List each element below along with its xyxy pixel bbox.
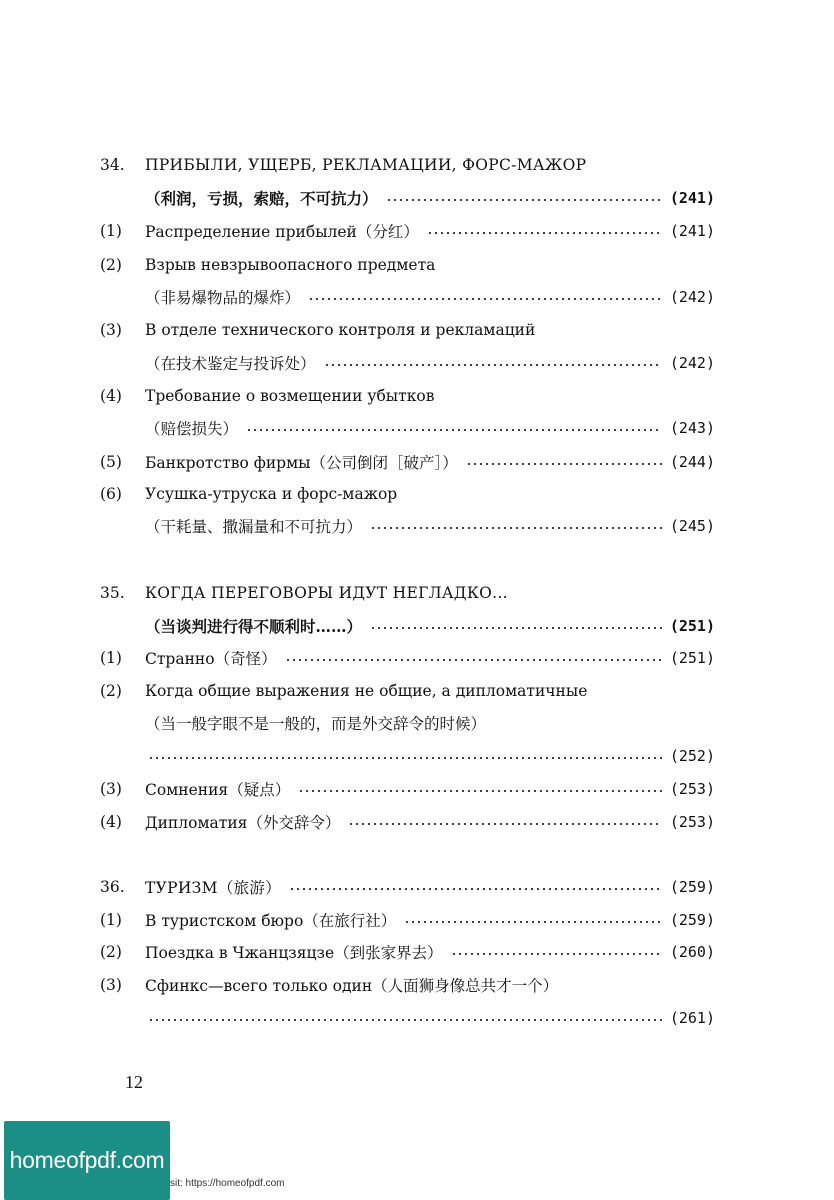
entry-title: （利润，亏损，索赔，不可抗力） xyxy=(145,189,378,208)
entry-title: Сфинкс—всего только один（人面狮身像总共才一个） xyxy=(145,977,559,995)
toc-chapter-34-subtitle xyxy=(145,183,715,213)
entry-title: В отделе технического контроля и рекламаций xyxy=(145,321,536,339)
toc-chapter-36 xyxy=(100,872,715,902)
watermark-badge[interactable] xyxy=(4,1121,170,1200)
entry-title: Усушка-утруска и форс-мажор xyxy=(145,485,398,503)
toc-entry-34-6 xyxy=(100,479,715,509)
entry-number: 34. xyxy=(100,156,125,174)
entry-title: Дипломатия（外交辞令） xyxy=(145,814,341,832)
toc-entry-35-2-cn xyxy=(145,708,715,738)
dot-leader xyxy=(386,198,662,202)
entry-number: (1) xyxy=(100,911,122,929)
entry-title: Когда общие выражения не общие, а дипломатичные xyxy=(145,682,588,700)
entry-page: (253) xyxy=(669,813,715,831)
entry-title: （当谈判进行得不顺利时……） xyxy=(145,617,363,636)
entry-number: (1) xyxy=(100,222,122,240)
entry-page: (251) xyxy=(669,649,715,667)
entry-number: (4) xyxy=(100,813,122,831)
toc-entry-36-3 xyxy=(100,970,715,1000)
dot-leader xyxy=(148,1018,662,1022)
entry-page: (242) xyxy=(669,354,715,372)
toc-entry-34-4 xyxy=(100,381,715,411)
entry-title: Требование о возмещении убытков xyxy=(145,387,435,405)
dot-leader xyxy=(148,756,662,760)
entry-number: (5) xyxy=(100,453,122,471)
page-number: 12 xyxy=(125,1072,143,1092)
visit-link[interactable]: sit: https://homeofpdf.com xyxy=(170,1178,285,1189)
entry-number: (1) xyxy=(100,649,122,667)
dot-leader xyxy=(308,297,662,301)
dot-leader xyxy=(451,952,662,956)
toc-entry-34-2 xyxy=(100,250,715,280)
entry-title: В туристском бюро（在旅行社） xyxy=(145,912,397,930)
entry-number: (2) xyxy=(100,682,122,700)
entry-title: Сомнения（疑点） xyxy=(145,781,291,799)
toc-entry-35-2 xyxy=(100,676,715,706)
watermark-text: homeofpdf.com xyxy=(9,1147,165,1173)
dot-leader xyxy=(427,231,662,235)
toc-entry-35-2-page xyxy=(100,741,715,771)
entry-page: (242) xyxy=(669,288,715,306)
entry-title: ПРИБЫЛИ, УЩЕРБ, РЕКЛАМАЦИИ, ФОРС-МАЖОР xyxy=(145,156,587,174)
entry-page: (245) xyxy=(669,517,715,535)
entry-page: (261) xyxy=(669,1009,715,1027)
entry-number: (4) xyxy=(100,387,122,405)
entry-number: (3) xyxy=(100,976,122,994)
toc-chapter-35 xyxy=(100,578,715,608)
toc-entry-36-2 xyxy=(100,937,715,967)
toc-entry-34-5 xyxy=(100,447,715,477)
entry-page: (260) xyxy=(669,943,715,961)
entry-page: (251) xyxy=(669,617,715,635)
entry-title: Банкротство фирмы（公司倒闭［破产］） xyxy=(145,454,458,472)
entry-number: 36. xyxy=(100,878,125,896)
entry-title: （在技术鉴定与投诉处） xyxy=(145,355,316,373)
dot-leader xyxy=(370,626,662,630)
entry-title: Странно（奇怪） xyxy=(145,650,277,668)
entry-title: （干耗量、撒漏量和不可抗力） xyxy=(145,518,363,536)
entry-number: (2) xyxy=(100,943,122,961)
entry-number: (3) xyxy=(100,321,122,339)
dot-leader xyxy=(285,658,662,662)
toc-entry-35-1 xyxy=(100,643,715,673)
entry-page: (253) xyxy=(669,780,715,798)
entry-page: (241) xyxy=(669,189,715,207)
toc-entry-36-1 xyxy=(100,905,715,935)
entry-number: (3) xyxy=(100,780,122,798)
dot-leader xyxy=(370,526,662,530)
toc-chapter-34 xyxy=(100,150,715,180)
toc-entry-34-1 xyxy=(100,216,715,246)
toc-entry-34-3 xyxy=(100,315,715,345)
toc-entry-35-3 xyxy=(100,774,715,804)
dot-leader xyxy=(404,920,662,924)
entry-page: (259) xyxy=(669,911,715,929)
entry-title: （非易爆物品的爆炸） xyxy=(145,289,301,307)
entry-title: Поездка в Чжанцзяцзе（到张家界去） xyxy=(145,944,443,962)
toc-entry-34-4-cn xyxy=(145,413,715,443)
entry-title: （当一般字眼不是一般的，而是外交辞令的时候） xyxy=(145,715,487,733)
entry-number: (6) xyxy=(100,485,122,503)
entry-page: (241) xyxy=(669,222,715,240)
entry-title: КОГДА ПЕРЕГОВОРЫ ИДУТ НЕГЛАДКО... xyxy=(145,584,508,602)
entry-number: (2) xyxy=(100,256,122,274)
entry-number: 35. xyxy=(100,584,125,602)
entry-page: (244) xyxy=(669,453,715,471)
dot-leader xyxy=(348,822,661,826)
entry-page: (259) xyxy=(669,878,715,896)
entry-title: （赔偿损失） xyxy=(145,420,239,438)
toc-entry-34-3-cn xyxy=(145,348,715,378)
toc-entry-34-2-cn xyxy=(145,282,715,312)
dot-leader xyxy=(289,887,662,891)
toc-entry-35-4 xyxy=(100,807,715,837)
entry-title: ТУРИЗМ（旅游） xyxy=(145,879,282,897)
dot-leader xyxy=(466,462,662,466)
toc-chapter-35-subtitle xyxy=(145,611,715,641)
dot-leader xyxy=(298,789,662,793)
entry-title: Распределение прибылей（分红） xyxy=(145,223,419,241)
toc-entry-34-6-cn xyxy=(145,511,715,541)
entry-page: (243) xyxy=(669,419,715,437)
entry-page: (252) xyxy=(669,747,715,765)
toc-entry-36-3-page xyxy=(100,1003,715,1033)
dot-leader xyxy=(324,363,662,367)
entry-title: Взрыв невзрывоопасного предмета xyxy=(145,256,436,274)
dot-leader xyxy=(246,428,662,432)
